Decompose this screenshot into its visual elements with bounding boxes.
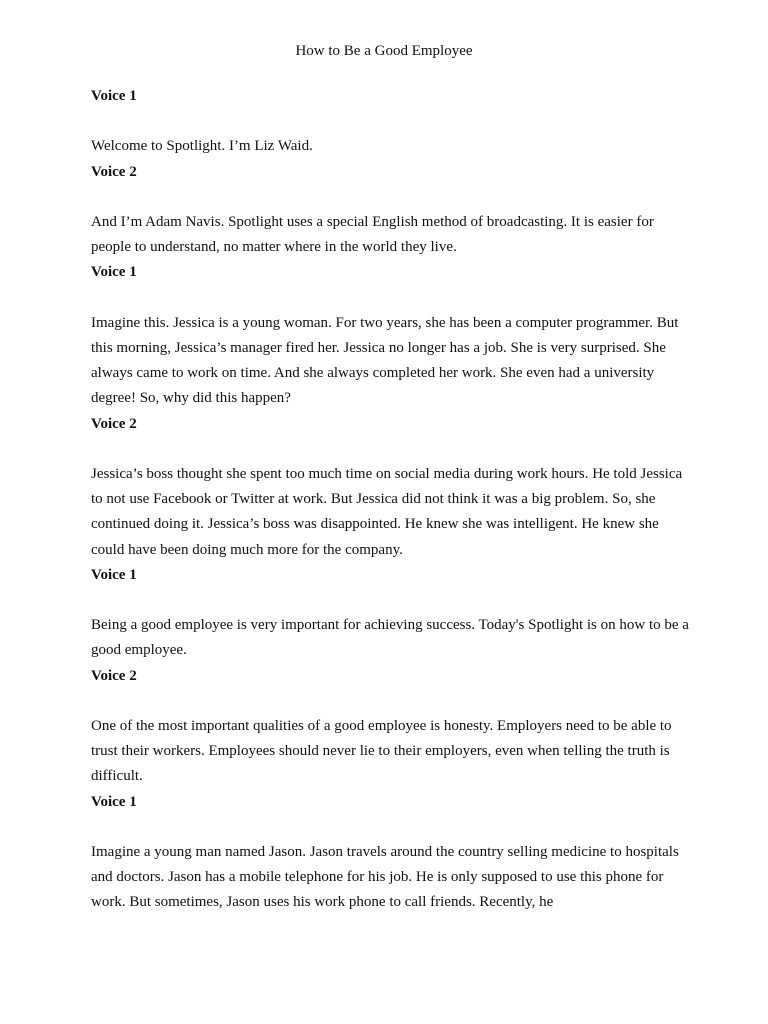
transcript-block xyxy=(91,412,691,563)
spacer xyxy=(91,588,691,613)
document-title: How to Be a Good Employee xyxy=(295,43,473,59)
transcript-block xyxy=(91,664,691,790)
paragraph-text: Jessica’s boss thought she spent too much time on social media during work hours. He told Jessica to not use Facebook or Twitter at work. But Jessica did not think it was a big problem. So, she continued doing it. Jessica’s boss was disappointed. He knew she was intelligent. He knew she could have been doing much more for the company. xyxy=(91,465,683,558)
transcript-block xyxy=(91,563,691,664)
paragraph-text: Being a good employee is very important for achieving success. Today's Spotlight is on how to be a good employee. xyxy=(91,617,689,659)
transcript-block xyxy=(91,790,691,916)
transcript-body xyxy=(91,84,691,916)
paragraph-text: One of the most important qualities of a good employee is honesty. Employers need to be able to trust their workers. Employees should never lie to their employers, even when telling the truth is difficult. xyxy=(91,717,672,785)
speaker-label: Voice 2 xyxy=(91,415,137,432)
speaker-label: Voice 1 xyxy=(91,793,137,810)
speaker-label: Voice 1 xyxy=(91,88,137,104)
spacer xyxy=(91,185,691,210)
transcript-block xyxy=(91,160,691,261)
spacer xyxy=(91,815,691,840)
spacer xyxy=(91,437,691,462)
speaker-label: Voice 2 xyxy=(91,667,137,684)
spacer xyxy=(91,286,691,311)
spacer xyxy=(91,689,691,714)
paragraph-text: Welcome to Spotlight. I’m Liz Waid. xyxy=(91,138,313,155)
speaker-label: Voice 1 xyxy=(91,264,137,281)
paragraph-text: Imagine this. Jessica is a young woman. For two years, she has been a computer programmer. But this morning, Jessica’s manager fired her. Jessica no longer has a job. She is very surprised. She always came to work on time. And she always completed her work. She even had a university degree! So, why did this happen? xyxy=(91,314,679,407)
spacer xyxy=(91,109,691,134)
transcript-block xyxy=(91,260,691,411)
speaker-label: Voice 1 xyxy=(91,566,137,583)
paragraph-text: And I’m Adam Navis. Spotlight uses a special English method of broadcasting. It is easier for people to understand, no matter where in the world they live. xyxy=(91,213,654,256)
speaker-label: Voice 2 xyxy=(91,163,137,180)
transcript-block xyxy=(91,84,691,160)
paragraph-text: Imagine a young man named Jason. Jason travels around the country selling medicine to hospitals and doctors. Jason has a mobile telephone for his job. He is only supposed to use this phone for work. But sometimes, Jason uses his work phone to call friends. Recently, he xyxy=(91,843,679,911)
